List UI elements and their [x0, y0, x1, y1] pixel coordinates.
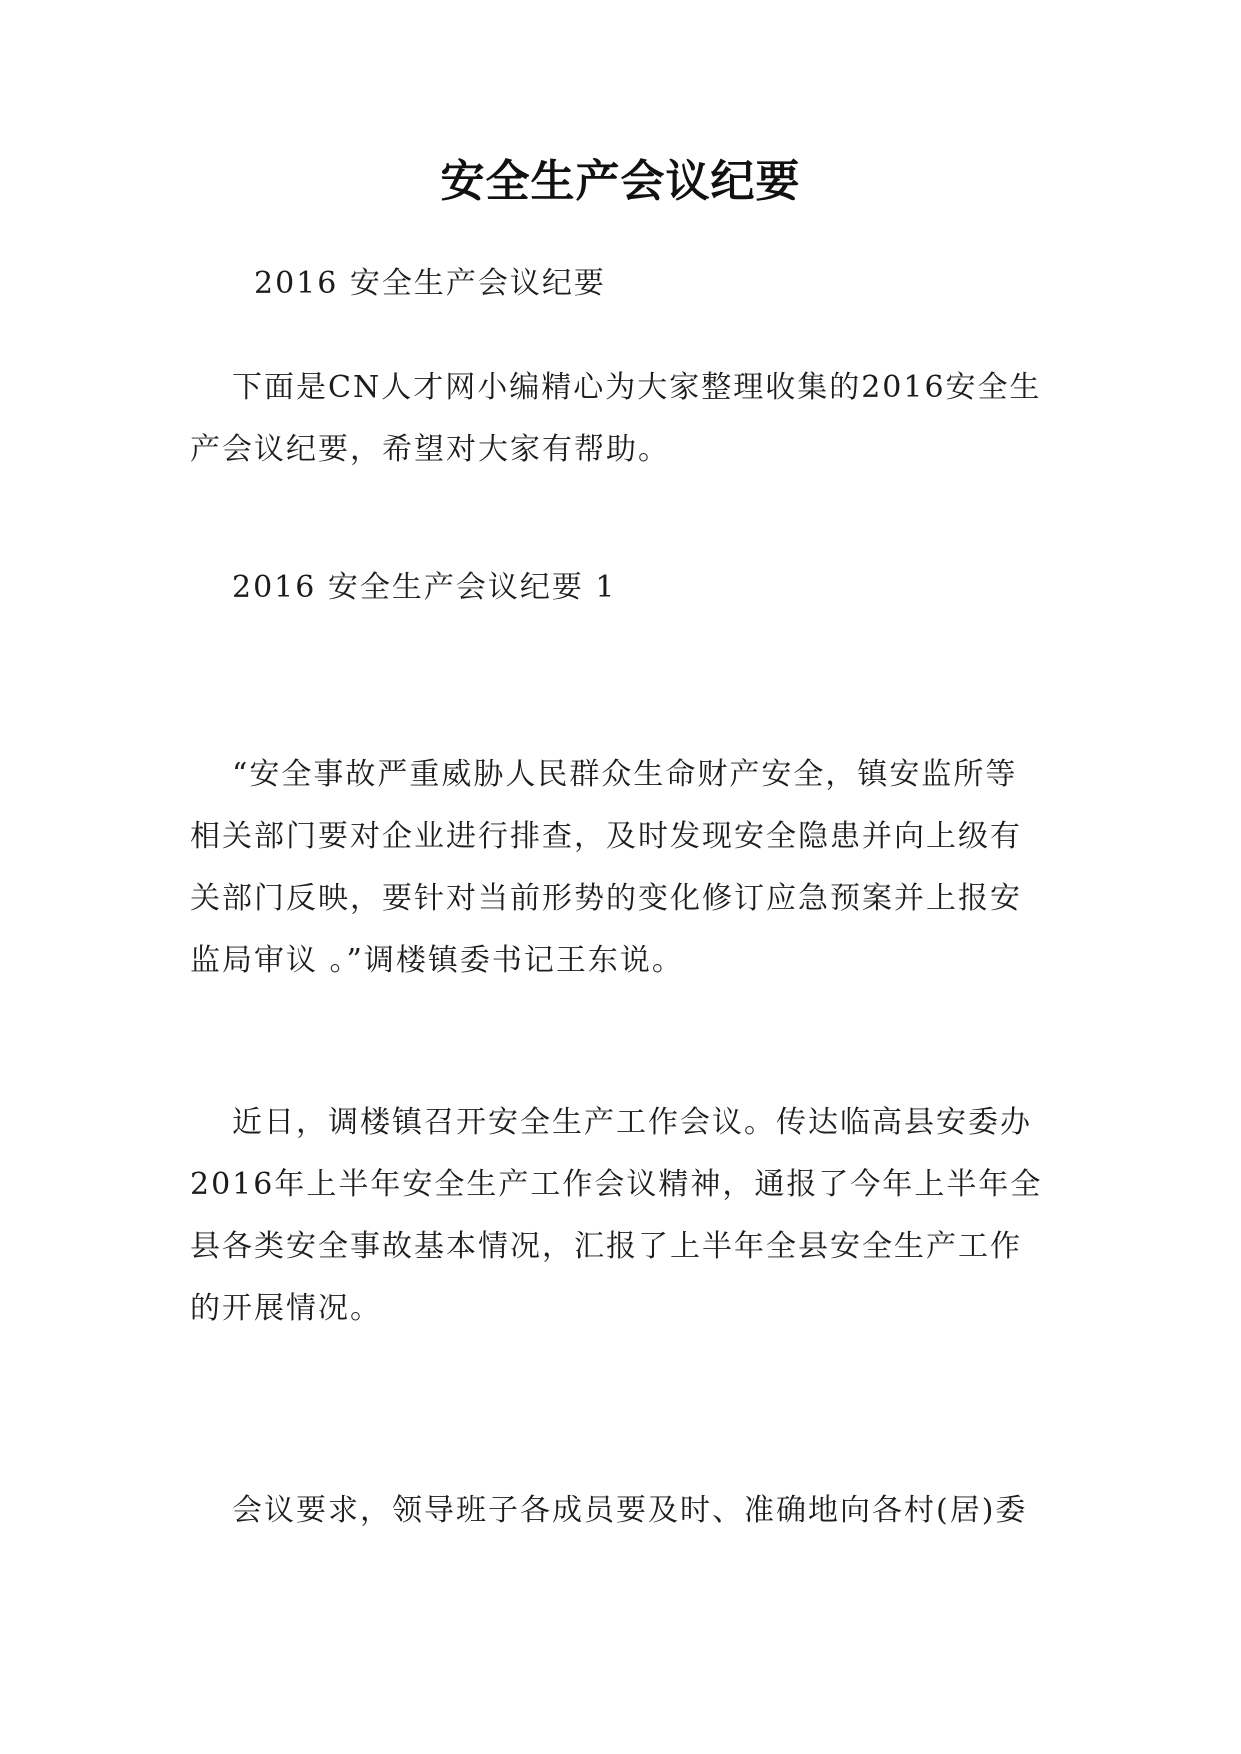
paragraph-2-line-1: 近日，调楼镇召开安全生产工作会议。传达临高县安委办 [232, 1105, 1032, 1140]
paragraph-3-line-1: 会议要求，领导班子各成员要及时、准确地向各村(居)委 [232, 1493, 1028, 1528]
paragraph-2-line-2: 2016年上半年安全生产工作会议精神，通报了今年上半年全 [190, 1167, 1043, 1202]
document-title: 安全生产会议纪要 [440, 156, 801, 207]
paragraph-2-line-3: 县各类安全事故基本情况，汇报了上半年全县安全生产工作 [190, 1229, 1022, 1264]
quote-line-4: 监局审议 。”调楼镇委书记王东说。 [190, 943, 684, 978]
intro-line-2: 产会议纪要，希望对大家有帮助。 [190, 432, 670, 467]
quote-line-3: 关部门反映，要针对当前形势的变化修订应急预案并上报安 [190, 881, 1022, 916]
paragraph-2-line-4: 的开展情况。 [190, 1291, 382, 1326]
quote-line-2: 相关部门要对企业进行排查，及时发现安全隐患并向上级有 [190, 819, 1022, 854]
section-heading: 2016 安全生产会议纪要 1 [232, 570, 617, 605]
intro-line-1: 下面是CN人才网小编精心为大家整理收集的2016安全生 [232, 370, 1042, 405]
document-subtitle: 2016 安全生产会议纪要 [254, 266, 606, 301]
quote-line-1: “安全事故严重威胁人民群众生命财产安全，镇安监所等 [232, 757, 1018, 792]
